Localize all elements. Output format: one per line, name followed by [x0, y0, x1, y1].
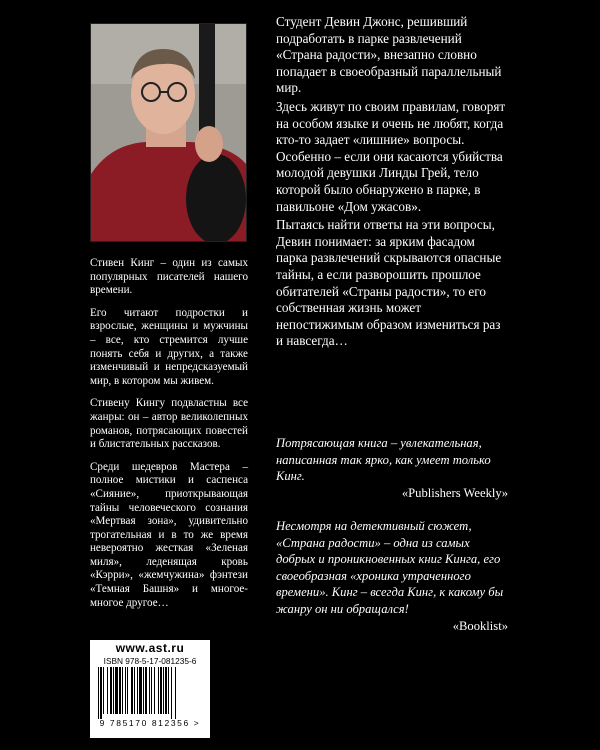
barcode-bar — [119, 667, 121, 714]
author-bio — [90, 257, 248, 619]
barcode-bar — [145, 667, 147, 714]
barcode-bar — [115, 667, 118, 714]
isbn-label: ISBN 978-5-17-081235-6 — [103, 656, 197, 666]
barcode-bar — [98, 667, 99, 719]
barcode-bar — [154, 667, 155, 714]
barcode-bar — [103, 667, 104, 714]
barcode-icon — [96, 667, 204, 719]
barcode-bar — [163, 667, 164, 714]
barcode-bar — [151, 667, 152, 714]
barcode-bar — [139, 667, 142, 714]
barcode-bar — [143, 667, 144, 714]
barcode-bar — [125, 667, 126, 714]
barcode-bar — [171, 667, 172, 719]
review-quote-text: Потрясающая книга – увлекательная, написанная так ярко, как умеет только Кинг. — [276, 436, 491, 484]
bio-paragraph-2: Его читают подростки и взрослые, женщины и мужчины – все, кто стремится лучше понять себя и других, а также изменчивый и непредсказуемый мир, в котором мы живем. — [90, 306, 248, 387]
barcode-bar — [107, 667, 108, 714]
review-quote-2 — [276, 518, 508, 634]
review-quote-1 — [276, 435, 508, 501]
barcode-bar — [168, 667, 169, 714]
barcode-bar — [113, 667, 114, 714]
review-quote-text: Несмотря на детективный сюжет, «Страна радости» – одна из самых добрых и проникновенных книг Кинга, его своеобразная «хроника утраченного времени». Кинг – всегда Кинг, к какому бы жанру он ни обращался! — [276, 519, 504, 616]
synopsis-paragraph-2: Здесь живут по своим правилам, говорят на особом языке и очень не любят, когда кто-то задает «лишние» вопросы. Особенно – если они касаются убийства молодой девушки Линды Грей, тело которой было обнаружено в парке, в павильоне «Дом ужасов». — [276, 98, 506, 214]
barcode-bar — [100, 667, 102, 719]
barcode-bar — [122, 667, 123, 714]
barcode-bar — [149, 667, 150, 714]
synopsis-paragraph-3: Пытаясь найти ответы на эти вопросы, Девин понимает: за ярким фасадом парка развлечений скрываются опасные тайны, а если разворошить прошлое обитателей «Страны радости», то его собственная жизнь может непостижимым образом измениться раз и навсегда… — [276, 217, 502, 349]
barcode-bar — [160, 667, 162, 714]
bio-paragraph-4: Среди шедевров Мастера – полное мистики и саспенса «Сияние», приоткрывающая тайны человеческого сознания «Мертвая зона», удивительно трогательная и в то же время невероятно жесткая «Зеленая миля», леденящая кровь «Кэрри», «жемчужина» фэнтези «Темная Башня» и многое-многое другое… — [90, 460, 248, 609]
barcode-bar — [131, 667, 133, 714]
synopsis-paragraph-1: Студент Девин Джонс, решивший подработать в парке развлечений «Страна радости», внезапно словно попадает в своеобразный параллельный мир. — [276, 14, 502, 96]
book-synopsis — [276, 14, 508, 352]
publisher-url: www.ast.ru — [115, 641, 185, 655]
barcode-bar — [165, 667, 167, 714]
barcode-bar — [137, 667, 138, 714]
author-photo-icon — [91, 24, 246, 241]
barcode-bar — [110, 667, 112, 714]
barcode-bar — [158, 667, 159, 714]
review-quote-source: «Publishers Weekly» — [401, 485, 508, 500]
author-photo — [90, 23, 247, 242]
bio-paragraph-3: Стивену Кингу подвластны все жанры: он – автор великолепных романов, потрясающих повестей и блистательных рассказов. — [90, 397, 248, 451]
bio-paragraph-1: Стивен Кинг – один из самых популярных писателей нашего времени. — [90, 257, 248, 297]
barcode-digits: 9 785170 812356 > — [99, 718, 201, 728]
barcode-block — [90, 640, 210, 738]
barcode-bar — [175, 667, 176, 719]
barcode-bar — [127, 667, 128, 714]
barcode-bar — [134, 667, 135, 714]
review-quote-source: «Booklist» — [452, 618, 508, 633]
